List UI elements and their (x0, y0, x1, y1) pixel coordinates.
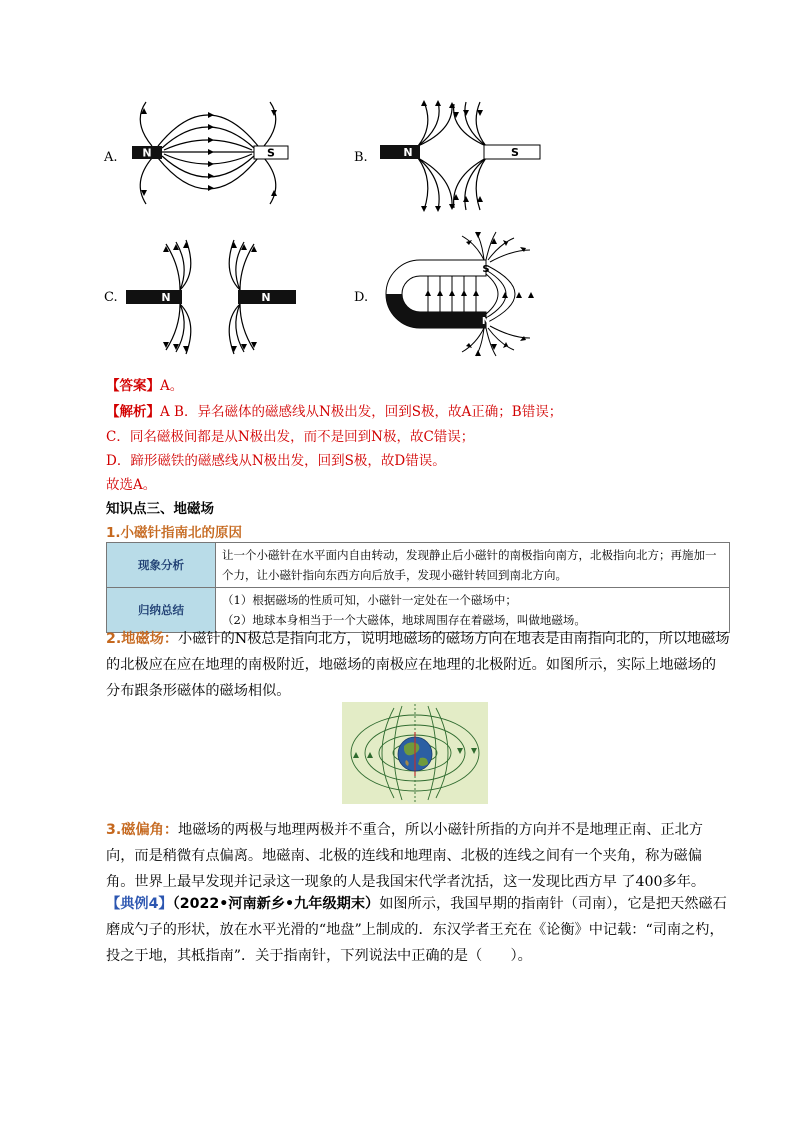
option-a-n-pole: N (142, 146, 152, 160)
option-a-diagram (122, 92, 300, 220)
option-a-label: A. (104, 150, 118, 165)
summary-table (106, 542, 730, 633)
option-b-n-pole: N (403, 146, 413, 159)
option-d-s-pole: S (482, 264, 490, 275)
summary-point-2: （2）地球本身相当于一个大磁体，地球周围存在着磁场，叫做地磁场。 (222, 613, 586, 627)
example-tag: 【典例4】 (106, 896, 173, 912)
option-b-label: B. (354, 150, 368, 165)
subsection-1-title: 1.小磁针指南北的原因 (106, 525, 243, 541)
section-title: 知识点三、地磁场 (106, 501, 214, 517)
para2-text: 小磁针的N极总是指向北方，说明地磁场的磁场方向在地表是由南指向北的，所以地磁场的北极应在应在地理的南极附近，地磁场的南极应在地理的北极附近。如图所示，实际上地磁场的分布跟条形磁体的磁场相似。 (106, 631, 730, 699)
para2-colon: ： (163, 631, 179, 647)
analysis-line-c: C．同名磁极间都是从N极出发，而不是回到N极，故C错误； (106, 429, 475, 445)
option-d-label: D. (354, 290, 369, 305)
analysis-tag: 【解析】 (106, 404, 160, 420)
option-b-diagram (374, 96, 546, 218)
analysis-line-1 (106, 400, 562, 420)
earth-magnetic-field-image (342, 702, 488, 804)
option-d-diagram (376, 230, 548, 360)
para2-label: 2.地磁场 (106, 631, 164, 647)
option-b-s-pole: S (511, 146, 519, 159)
para3-colon: ： (163, 822, 179, 838)
option-d-n-pole: N (481, 316, 491, 327)
answer-line (106, 374, 183, 394)
answer-value: A。 (160, 378, 184, 394)
analysis-text-ab: A B．异名磁体的磁感线从N极出发，回到S极，故A正确；B错误； (160, 404, 563, 420)
example-4 (106, 891, 730, 969)
analysis-line-d: D．蹄形磁铁的磁感线从N极出发，回到S极，故D错误。 (106, 453, 446, 469)
option-c-diagram (122, 236, 300, 358)
option-c-right-n-pole: N (261, 291, 271, 304)
paragraph-geomagnetic-field (106, 626, 730, 704)
option-c-label: C. (104, 290, 118, 305)
table-head-phenomenon: 现象分析 (107, 543, 216, 588)
analysis-conclusion: 故选A。 (106, 477, 157, 493)
table-cell-phenomenon: 让一个小磁针在水平面内自由转动，发现静止后小磁针的南极指向南方，北极指向北方；再施加一个力，让小磁针指向东西方向后放手，发现小磁针转回到南北方向。 (216, 543, 730, 588)
para3-text: 地磁场的两极与地理两极并不重合，所以小磁针所指的方向并不是地理正南、正北方向，而是稍微有点偏离。地磁南、北极的连线和地理南、北极的连线之间有一个夹角，称为磁偏角。世界上最早发现并记录这一现象的人是我国宋代学者沈括，这一发现比西方早 了400多年。 (106, 822, 706, 890)
example-source: （2022•河南新乡•九年级期末） (172, 896, 380, 912)
answer-tag: 【答案】 (106, 378, 160, 394)
table-row-phenomenon (107, 543, 730, 588)
option-a-s-pole: S (267, 146, 275, 160)
para3-label: 3.磁偏角 (106, 822, 164, 838)
summary-point-1: （1）根据磁场的性质可知，小磁针一定处在一个磁场中； (222, 593, 517, 607)
paragraph-declination (106, 817, 730, 895)
option-c-left-n-pole: N (161, 291, 171, 304)
table-head-summary: 归纳总结 (107, 588, 216, 633)
example-text: 如图所示，我国早期的指南针（司南），它是把天然磁石磨成勺子的形状，放在水平光滑的“地盘”上制成的．东汉学者王充在《论衡》中记载：“司南之杓，投之于地，其柢指南”．关于指南针，下列说法中正确的是（ ）。 (106, 896, 727, 964)
